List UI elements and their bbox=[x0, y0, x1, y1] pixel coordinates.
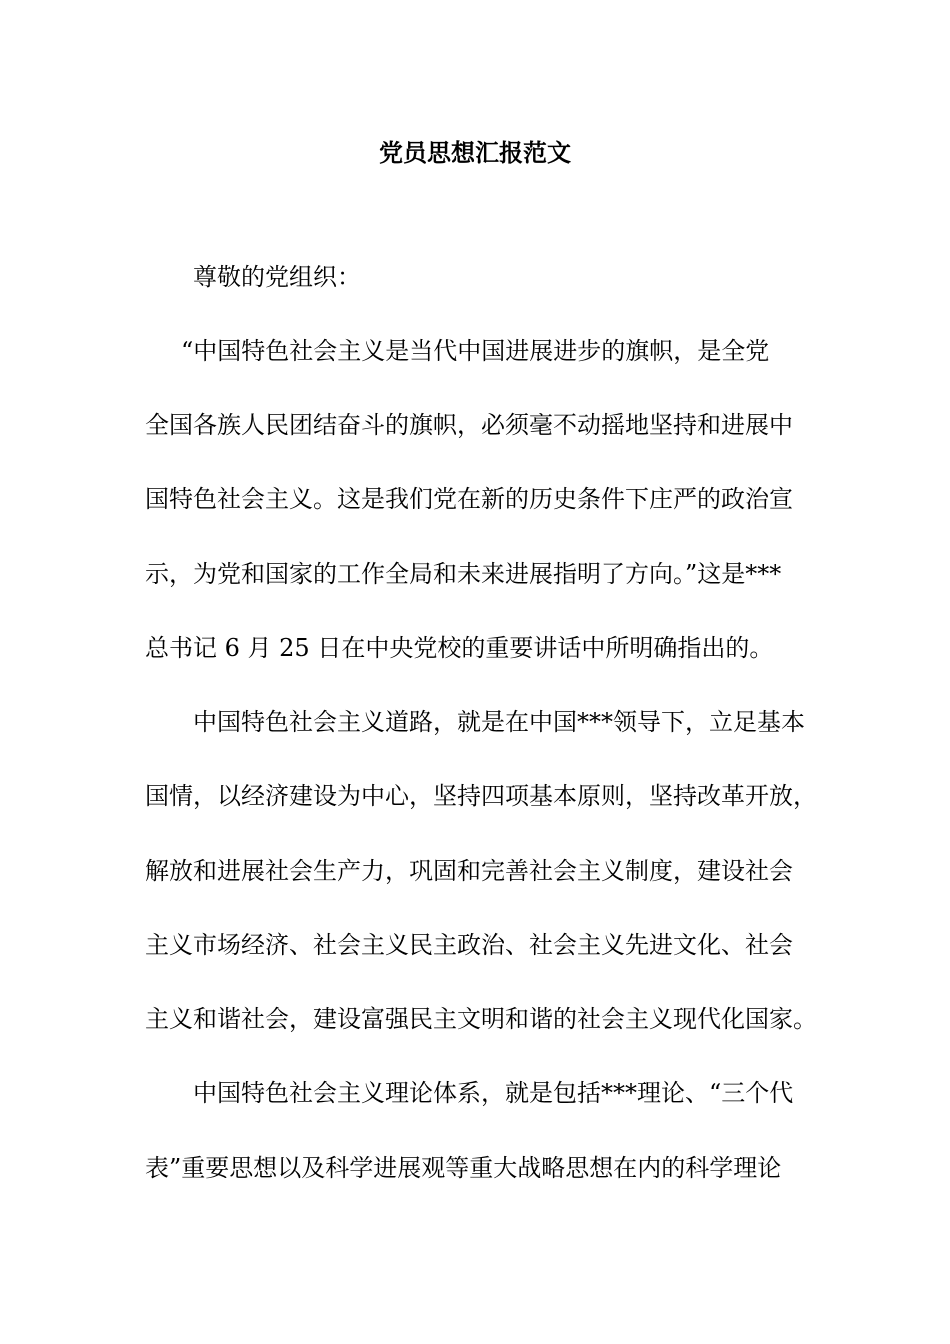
paragraph-1-line-5: 总书记 6 月 25 日在中央党校的重要讲话中所明确指出的。 bbox=[145, 634, 774, 662]
paragraph-1-line-1: “中国特色社会主义是当代中国进展进步的旗帜，是全党 bbox=[181, 337, 770, 365]
paragraph-2-line-3: 解放和进展社会生产力，巩固和完善社会主义制度，建设社会 bbox=[145, 857, 793, 885]
paragraph-2-line-4: 主义市场经济、社会主义民主政治、社会主义先进文化、社会 bbox=[145, 931, 793, 959]
paragraph-1-line-2: 全国各族人民团结奋斗的旗帜，必须毫不动摇地坚持和进展中 bbox=[145, 411, 793, 439]
document-title: 党员思想汇报范文 bbox=[379, 139, 571, 167]
paragraph-2-line-1: 中国特色社会主义道路，就是在中国***领导下，立足基本 bbox=[193, 708, 805, 736]
salutation: 尊敬的党组织： bbox=[193, 263, 361, 291]
paragraph-1-line-3: 国特色社会主义。这是我们党在新的历史条件下庄严的政治宣 bbox=[145, 485, 793, 513]
paragraph-1-line-4: 示，为党和国家的工作全局和未来进展指明了方向。”这是*** bbox=[145, 560, 782, 588]
paragraph-3-line-2: 表”重要思想以及科学进展观等重大战略思想在内的科学理论 bbox=[145, 1154, 782, 1182]
paragraph-2-line-5: 主义和谐社会，建设富强民主文明和谐的社会主义现代化国家。 bbox=[145, 1005, 817, 1033]
paragraph-3-line-1: 中国特色社会主义理论体系，就是包括***理论、“三个代 bbox=[193, 1079, 794, 1107]
paragraph-2-line-2: 国情，以经济建设为中心，坚持四项基本原则，坚持改革开放， bbox=[145, 782, 817, 810]
